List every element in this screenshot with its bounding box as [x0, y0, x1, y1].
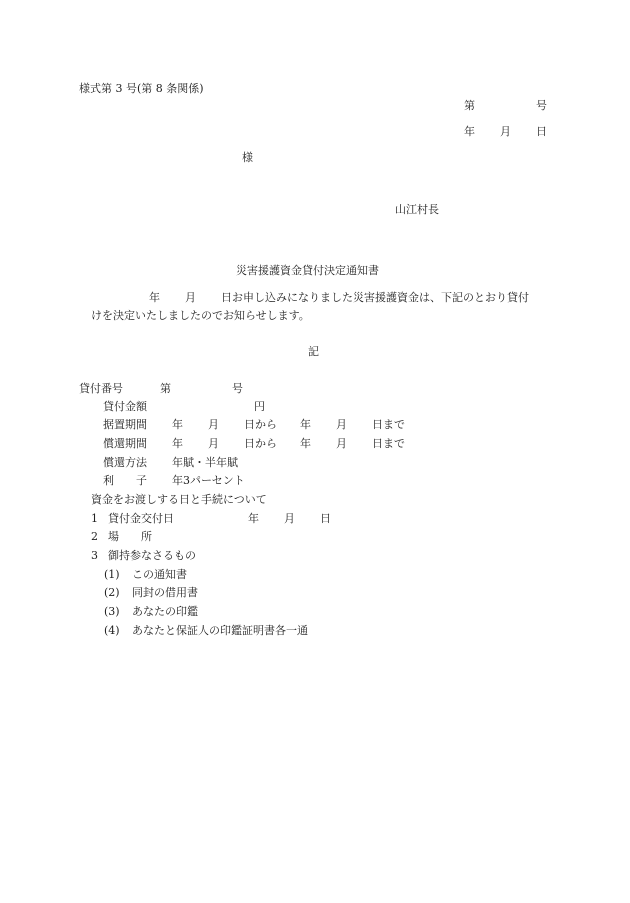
- subitem-text: あなたの印鑑: [132, 605, 198, 618]
- loan-amount-unit: 円: [254, 400, 265, 413]
- body-line1: 日お申し込みになりました災害援護資金は、下記のとおり貸付: [221, 291, 529, 304]
- body-month: 月: [185, 291, 196, 304]
- subitem-number: (4): [104, 624, 120, 637]
- items-to-bring-label: 御持参なさるもの: [108, 549, 196, 562]
- subitem-number: (2): [104, 586, 120, 599]
- doc-number-prefix: 第: [464, 99, 475, 112]
- repayment-day1: 日から: [244, 437, 277, 450]
- delivery-date-day: 日: [320, 512, 331, 525]
- loan-number-prefix: 第: [160, 382, 171, 395]
- ki-heading: 記: [308, 345, 319, 358]
- repayment-period-label: 償還期間: [103, 437, 147, 450]
- delivery-item1-number: 1: [91, 512, 98, 525]
- date-day-label: 日: [536, 125, 547, 138]
- repayment-method-value: 年賦・半年賦: [172, 456, 238, 469]
- delivery-place-label: 場 所: [108, 530, 152, 543]
- subitem-text: 同封の借用書: [132, 586, 198, 599]
- delivery-item3-number: 3: [91, 549, 98, 562]
- subitem-text: この通知書: [132, 568, 187, 581]
- date-month-label: 月: [500, 125, 511, 138]
- repayment-year1: 年: [172, 437, 183, 450]
- addressee-suffix: 様: [242, 151, 253, 164]
- form-number: 様式第 3 号(第 8 条関係): [79, 82, 204, 95]
- deferment-day2: 日まで: [372, 418, 405, 431]
- body-year: 年: [149, 291, 160, 304]
- loan-number-label: 貸付番号: [79, 382, 123, 395]
- interest-value: 年3パーセント: [172, 474, 245, 487]
- repayment-month1: 月: [208, 437, 219, 450]
- repayment-day2: 日まで: [372, 437, 405, 450]
- delivery-date-month: 月: [284, 512, 295, 525]
- delivery-heading: 資金をお渡しする日と手続について: [91, 493, 267, 506]
- subitem-number: (3): [104, 605, 120, 618]
- repayment-year2: 年: [300, 437, 311, 450]
- date-year-label: 年: [464, 125, 475, 138]
- loan-number-suffix: 号: [232, 382, 243, 395]
- deferment-year2: 年: [300, 418, 311, 431]
- delivery-item2-number: 2: [91, 530, 98, 543]
- interest-label: 利 子: [103, 474, 147, 487]
- repayment-method-label: 償還方法: [103, 456, 147, 469]
- doc-number-suffix: 号: [536, 99, 547, 112]
- loan-amount-label: 貸付金額: [103, 400, 147, 413]
- body-line2: けを決定いたしましたのでお知らせします。: [91, 309, 310, 322]
- deferment-day1: 日から: [244, 418, 277, 431]
- subitem-number: (1): [104, 568, 120, 581]
- delivery-date-year: 年: [248, 512, 259, 525]
- delivery-date-label: 貸付金交付日: [108, 512, 174, 525]
- subitem-text: あなたと保証人の印鑑証明書各一通: [132, 624, 308, 637]
- deferment-month2: 月: [336, 418, 347, 431]
- deferment-year1: 年: [172, 418, 183, 431]
- document-title: 災害援護資金貸付決定通知書: [236, 264, 379, 277]
- repayment-month2: 月: [336, 437, 347, 450]
- issuer-name: 山江村長: [395, 203, 439, 216]
- deferment-month1: 月: [208, 418, 219, 431]
- deferment-period-label: 据置期間: [103, 418, 147, 431]
